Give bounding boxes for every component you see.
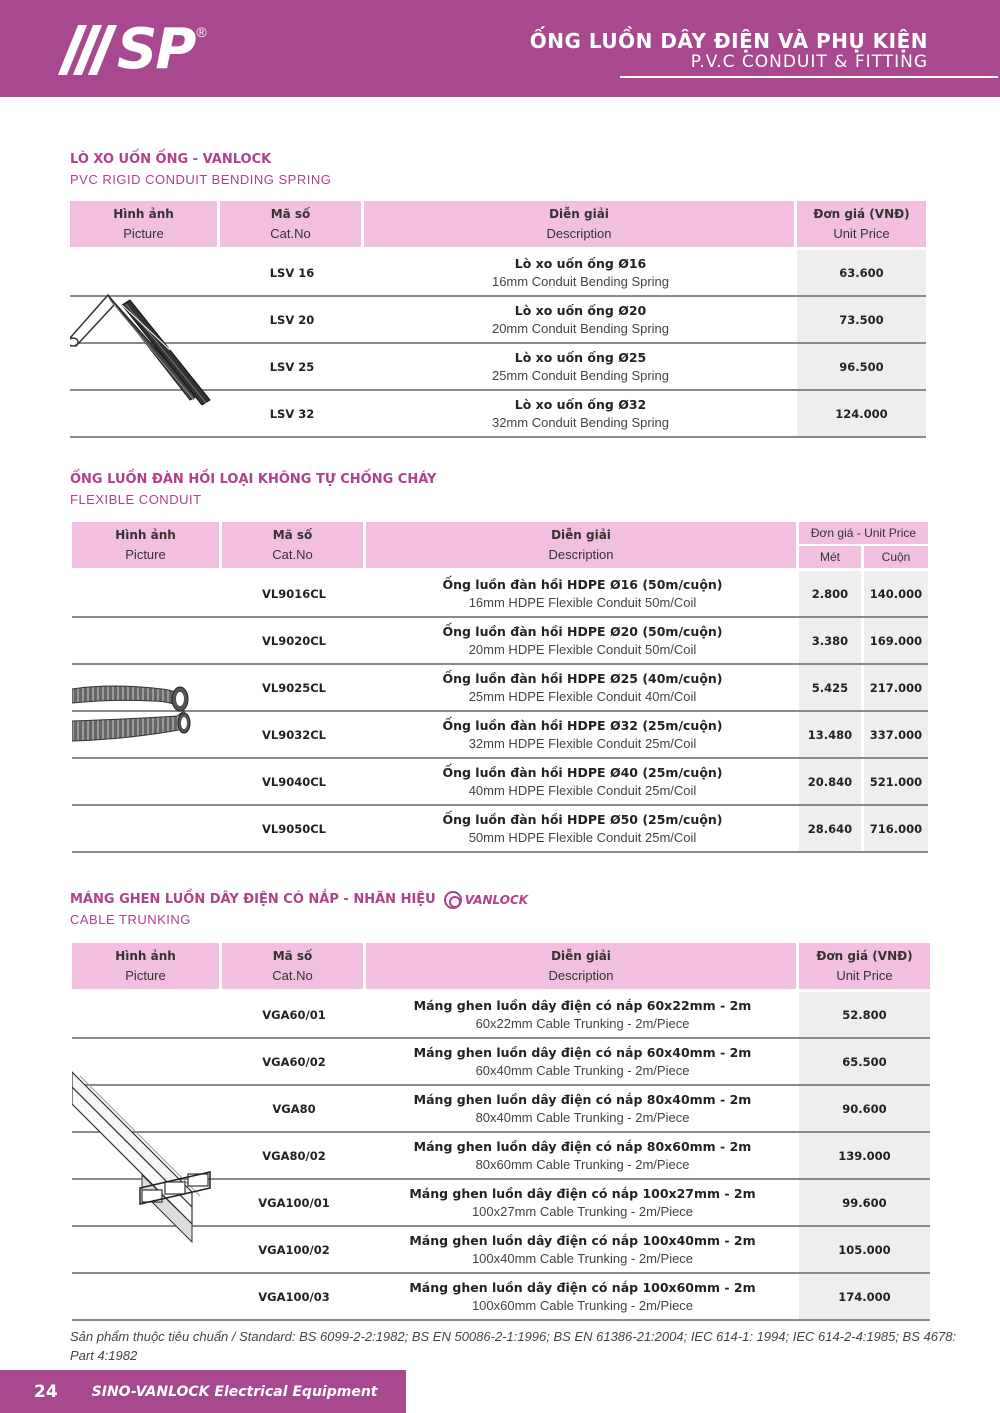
table-header: Hình ảnh Picture Mã số Cat.No Diễn giải Description Đơn giá (VNĐ) Unit Price (72, 943, 930, 989)
table-row: LSV 20 Lò xo uốn ống Ø20 20mm Conduit Bending Spring 73.500 (70, 297, 926, 344)
header-title-vi: ỐNG LUỒN DÂY ĐIỆN VÀ PHỤ KIỆN (529, 29, 928, 53)
sp-logo: SP ® (68, 22, 207, 78)
header-rule (620, 76, 998, 78)
standards-footnote: Sản phẩm thuộc tiêu chuẩn / Standard: BS 6099-2-2:1982; BS EN 50086-2-1:1996; BS EN 61386-21:2004; IEC 614-1: 1994; IEC 614-2-4:1985; BS 4678: Part 4:1982 (70, 1329, 957, 1363)
table-row: VGA100/01 Máng ghen luồn dây điện có nắp 100x27mm - 2m 100x27mm Cable Trunking - 2m/Piece 99.600 (72, 1180, 930, 1227)
header-title (530, 30, 928, 72)
table-row: VL9020CL Ống luồn đàn hồi HDPE Ø20 (50m/cuộn) 20mm HDPE Flexible Conduit 50m/Coil 3.380 169.000 (72, 618, 928, 665)
table-header: Hình ảnh Picture Mã số Cat.No Diễn giải Description Đơn giá - Unit Price Mét Cuộn (72, 522, 928, 568)
flexible-conduit-table (72, 522, 928, 853)
footer-brand: SINO-VANLOCK Electrical Equipment (91, 1383, 378, 1400)
cable-trunking-table (72, 943, 930, 1321)
header-title-en: P.V.C CONDUIT & FITTING (690, 52, 928, 72)
section2-title: ỐNG LUỒN ĐÀN HỒI LOẠI KHÔNG TỰ CHỐNG CHÁY FLEXIBLE CONDUIT (70, 472, 437, 507)
table-row: VL9032CL Ống luồn đàn hồi HDPE Ø32 (25m/cuộn) 32mm HDPE Flexible Conduit 25m/Coil 13.480 337.000 (72, 712, 928, 759)
section1-title: LÒ XO UỐN ỐNG - VANLOCK PVC RIGID CONDUIT BENDING SPRING (70, 152, 332, 187)
table-row: VGA100/02 Máng ghen luồn dây điện có nắp 100x40mm - 2m 100x40mm Cable Trunking - 2m/Piece 105.000 (72, 1227, 930, 1274)
table-row: VL9040CL Ống luồn đàn hồi HDPE Ø40 (25m/cuộn) 40mm HDPE Flexible Conduit 25m/Coil 20.840 521.000 (72, 759, 928, 806)
bending-spring-table (70, 201, 926, 438)
cable-trunking-image (72, 992, 219, 1323)
table-row: LSV 25 Lò xo uốn ống Ø25 25mm Conduit Bending Spring 96.500 (70, 344, 926, 391)
table-row: VL9025CL Ống luồn đàn hồi HDPE Ø25 (40m/cuộn) 25mm HDPE Flexible Conduit 40m/Coil 5.425 217.000 (72, 665, 928, 712)
table-row: VGA80/02 Máng ghen luồn dây điện có nắp 80x60mm - 2m 80x60mm Cable Trunking - 2m/Piece 139.000 (72, 1133, 930, 1180)
vanlock-logo: VANLOCK (444, 890, 528, 910)
flexible-conduit-image (72, 571, 219, 855)
page-number: 24 (34, 1381, 58, 1402)
page-header (0, 0, 1000, 97)
table-row: VL9016CL Ống luồn đàn hồi HDPE Ø16 (50m/cuộn) 16mm HDPE Flexible Conduit 50m/Coil 2.800 140.000 (72, 571, 928, 618)
table-row: LSV 16 Lò xo uốn ống Ø16 16mm Conduit Bending Spring 63.600 (70, 250, 926, 297)
section3-title: MÁNG GHEN LUỒN DÂY ĐIỆN CÓ NẮP - NHÃN HIỆU VANLOCK CABLE TRUNKING (70, 892, 529, 927)
table-row: VL9050CL Ống luồn đàn hồi HDPE Ø50 (25m/cuộn) 50mm HDPE Flexible Conduit 25m/Coil 28.640 716.000 (72, 806, 928, 853)
page-footer (0, 1370, 406, 1413)
bending-spring-image (70, 250, 217, 438)
table-row: VGA60/01 Máng ghen luồn dây điện có nắp 60x22mm - 2m 60x22mm Cable Trunking - 2m/Piece 52.800 (72, 992, 930, 1039)
table-row: VGA60/02 Máng ghen luồn dây điện có nắp 60x40mm - 2m 60x40mm Cable Trunking - 2m/Piece 65.500 (72, 1039, 930, 1086)
table-row: LSV 32 Lò xo uốn ống Ø32 32mm Conduit Bending Spring 124.000 (70, 391, 926, 438)
table-row: VGA100/03 Máng ghen luồn dây điện có nắp 100x60mm - 2m 100x60mm Cable Trunking - 2m/Piece 174.000 (72, 1274, 930, 1321)
table-row: VGA80 Máng ghen luồn dây điện có nắp 80x40mm - 2m 80x40mm Cable Trunking - 2m/Piece 90.600 (72, 1086, 930, 1133)
table-header: Hình ảnh Picture Mã số Cat.No Diễn giải Description Đơn giá (VNĐ) Unit Price (70, 201, 926, 247)
